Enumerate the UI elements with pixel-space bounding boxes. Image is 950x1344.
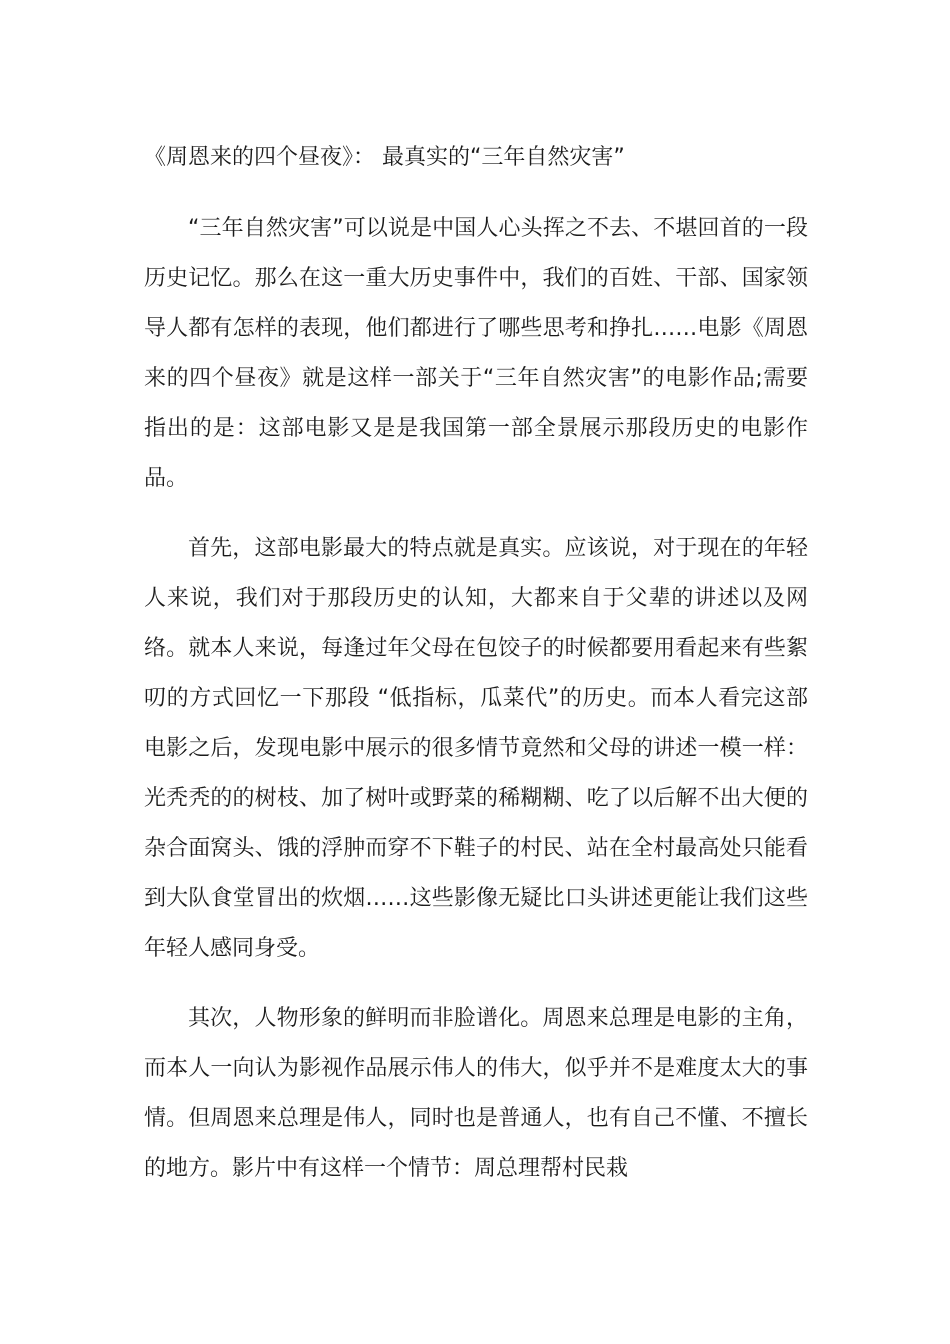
paragraph-2: 首先，这部电影最大的特点就是真实。应该说，对于现在的年轻人来说，我们对于那段历史的认知，大都来自于父辈的讲述以及网络。就本人来说，每逢过年父母在包饺子的时候都要用看起来有些絮叨的方式回忆一下那段 “低指标，瓜菜代”的历史。而本人看完这部电影之后，发现电影中展示的很多情节竟然和父母的讲述一模一样：光秃秃的的树枝、加了树叶或野菜的稀糊糊、吃了以后解不出大便的杂合面窝头、饿的浮肿而穿不下鞋子的村民、站在全村最高处只能看到大队食堂冒出的炊烟……这些影像无疑比口头讲述更能让我们这些年轻人感同身受。 <box>144 536 808 961</box>
document-page <box>144 140 808 1214</box>
paragraph-3: 其次，人物形象的鲜明而非脸谱化。周恩来总理是电影的主角，而本人一向认为影视作品展示伟人的伟大，似乎并不是难度太大的事情。但周恩来总理是伟人，同时也是普通人，也有自己不懂、不擅长的地方。影片中有这样一个情节：周总理帮村民栽 <box>144 1006 808 1181</box>
document-title: 《周恩来的四个昼夜》： 最真实的“三年自然灾害” <box>144 145 625 170</box>
paragraph-1: “三年自然灾害”可以说是中国人心头挥之不去、不堪回首的一段历史记忆。那么在这一重大历史事件中，我们的百姓、干部、国家领导人都有怎样的表现，他们都进行了哪些思考和挣扎……电影《周恩来的四个昼夜》就是这样一部关于“三年自然灾害”的电影作品;需要指出的是：这部电影又是是我国第一部全景展示那段历史的电影作品。 <box>144 216 808 491</box>
